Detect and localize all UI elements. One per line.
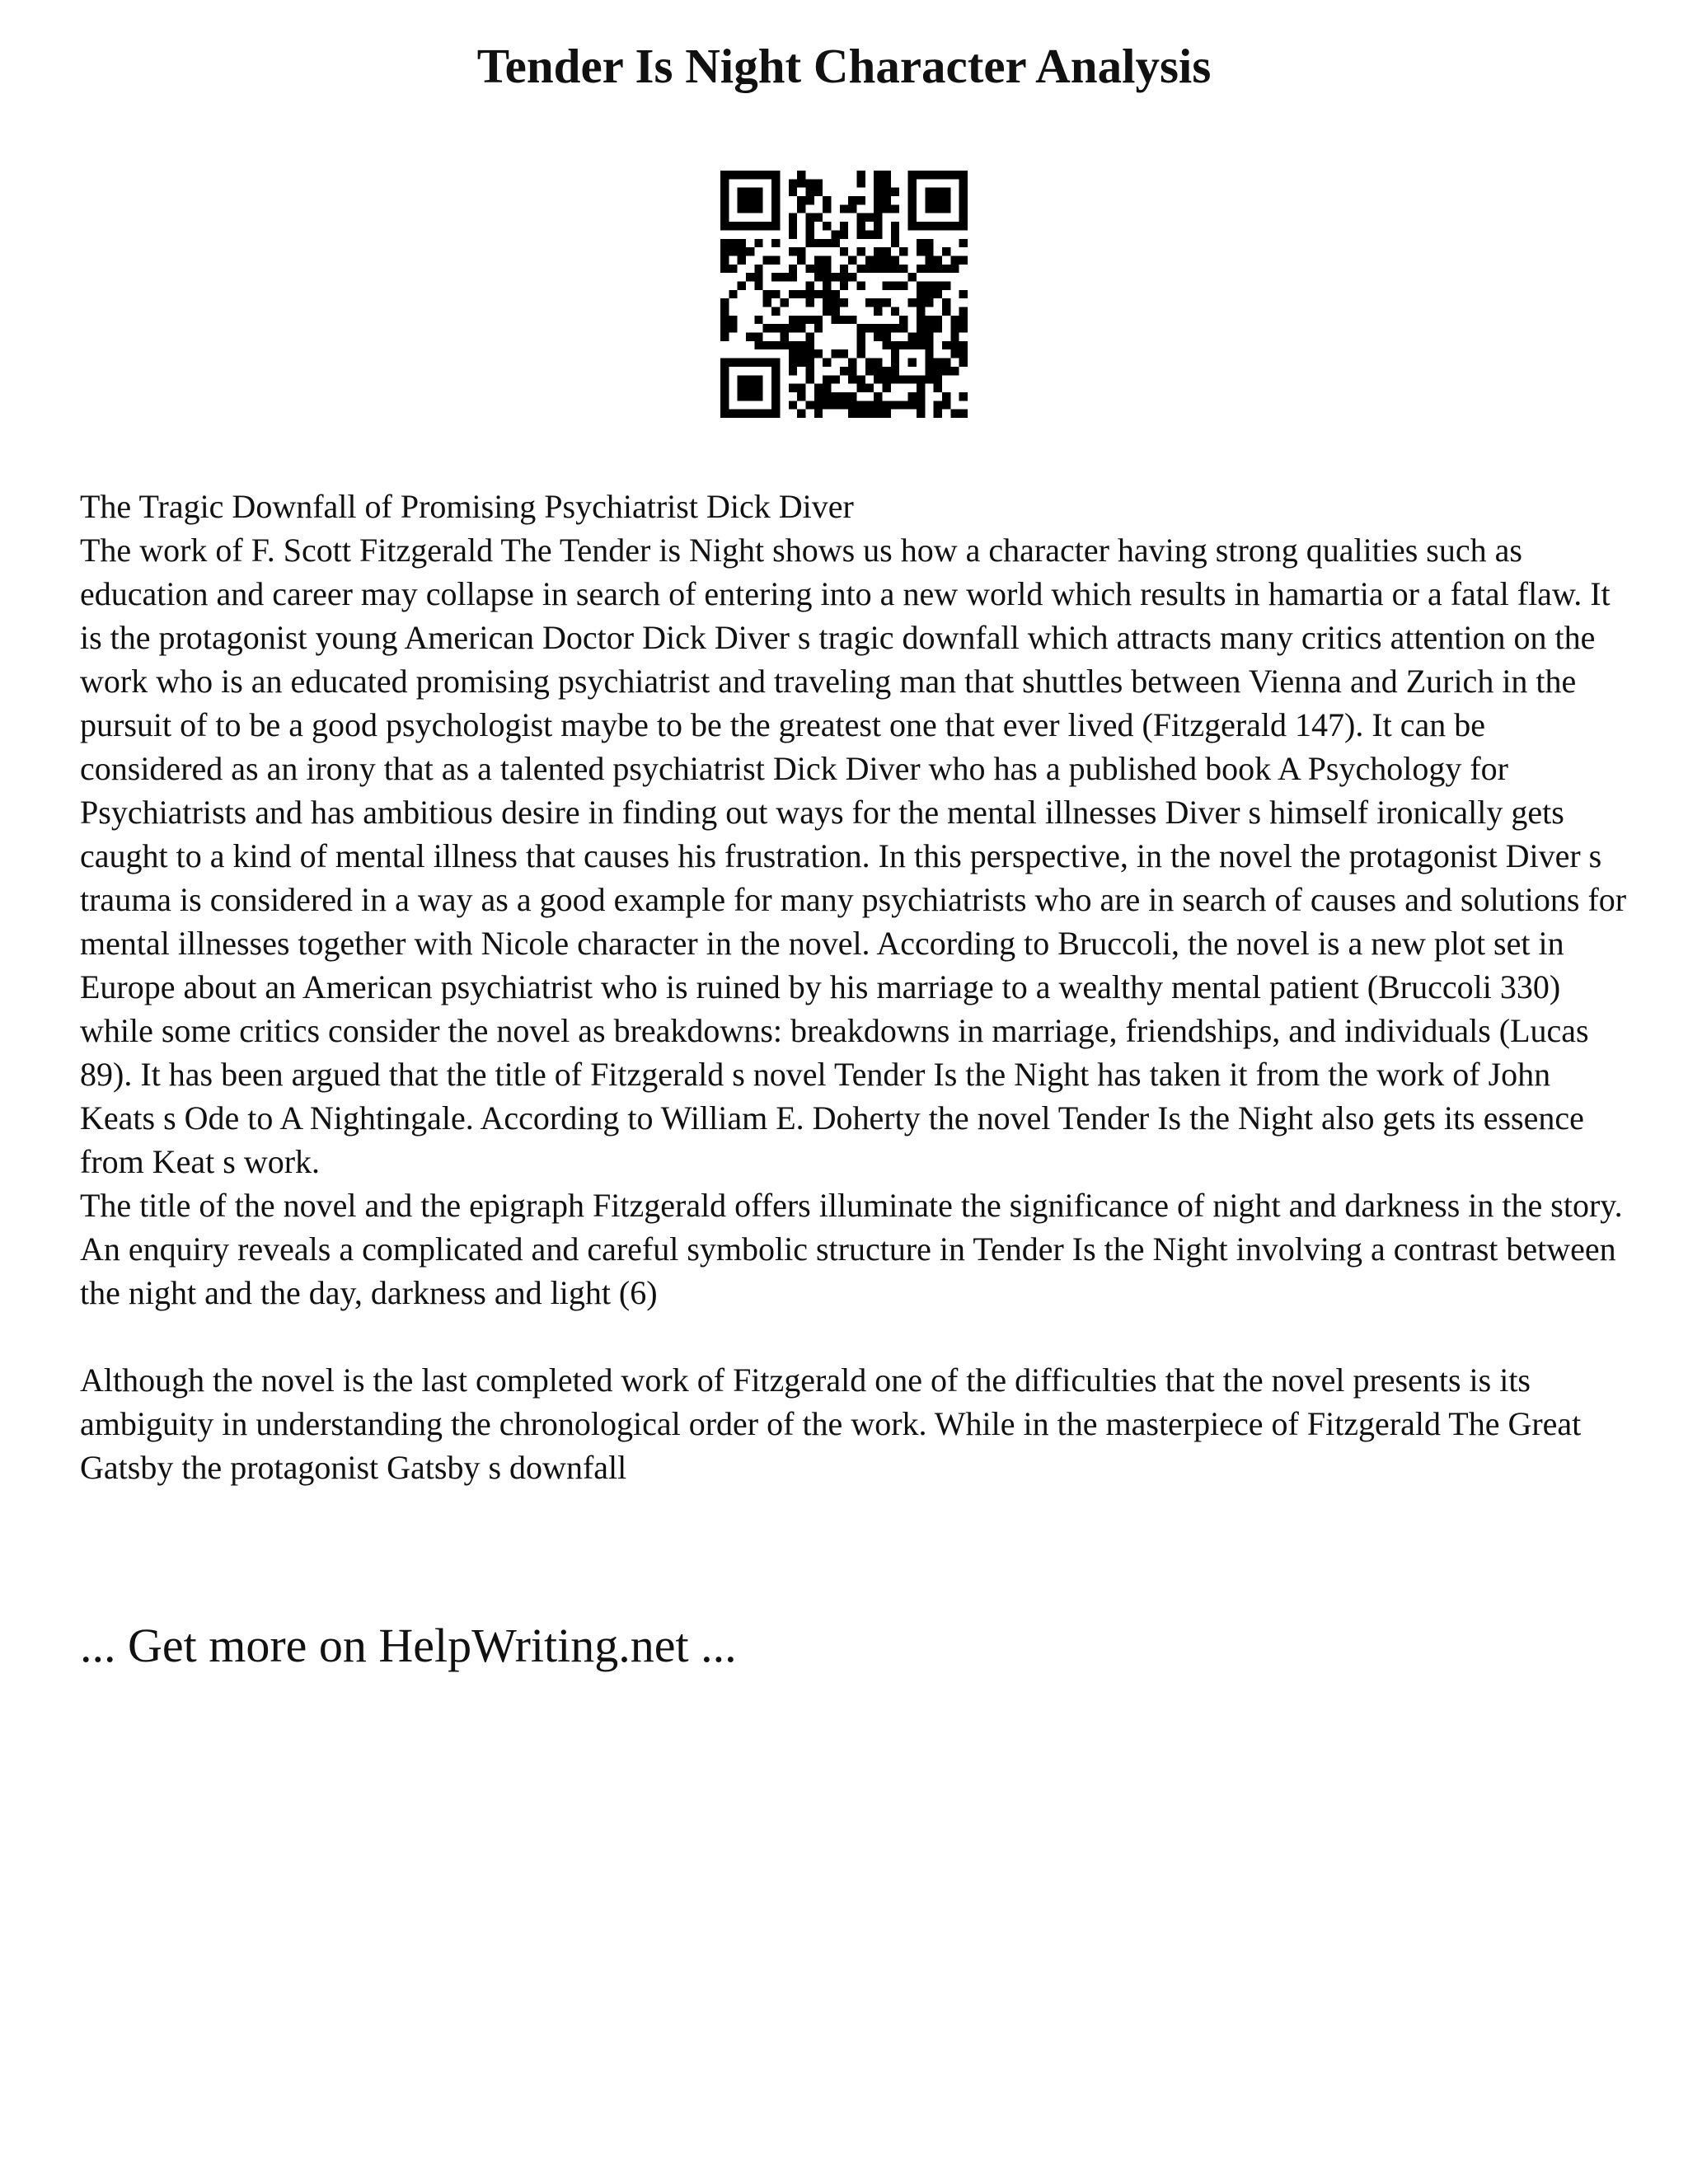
document-title: Tender Is Night Character Analysis bbox=[476, 39, 1212, 93]
body-paragraph-3: Although the novel is the last completed work of Fitzgerald one of the difficulties that the novel presents is its ambiguity in understanding the chronological order of the work. While in the masterpiece of Fitzgerald The Great Gatsby the protagonist Gatsby s downfall bbox=[80, 1361, 1582, 1486]
document-subtitle: The Tragic Downfall of Promising Psychiatrist Dick Diver bbox=[80, 488, 854, 525]
body-paragraph-2: The title of the novel and the epigraph Fitzgerald offers illuminate the significance of night and darkness in the story. An enquiry reveals a complicated and careful symbolic structure in Tender Is the Night involving a contrast between the night and the day, darkness and light (6) bbox=[80, 1187, 1623, 1311]
document-body bbox=[80, 485, 1629, 1489]
paragraph-gap bbox=[80, 1315, 1629, 1358]
qr-code-icon bbox=[720, 171, 968, 418]
body-paragraph-1: The work of F. Scott Fitzgerald The Tender is Night shows us how a character having strong qualities such as education and career may collapse in search of entering into a new world which results in hamartia or a fatal flaw. It is the protagonist young American Doctor Dick Diver s tragic downfall which attracts many critics attention on the work who is an educated promising psychiatrist and traveling man that shuttles between Vienna and Zurich in the pursuit of to be a good psychologist maybe to be the greatest one that ever lived (Fitzgerald 147). It can be considered as an irony that as a talented psychiatrist Dick Diver who has a published book A Psychology for Psychiatrists and has ambitious desire in finding out ways for the mental illnesses Diver s himself ironically gets caught to a kind of mental illness that causes his frustration. In this perspective, in the novel the protagonist Diver s trauma is considered in a way as a good example for many psychiatrists who are in search of causes and solutions for mental illnesses together with Nicole character in the novel. According to Bruccoli, the novel is a new plot set in Europe about an American psychiatrist who is ruined by his marriage to a wealthy mental patient (Bruccoli 330) while some critics consider the novel as breakdowns: breakdowns in marriage, friendships, and individuals (Lucas 89). It has been argued that the title of Fitzgerald s novel Tender Is the Night has taken it from the work of John Keats s Ode to A Nightingale. According to William E. Doherty the novel Tender Is the Night also gets its essence from Keat s work. bbox=[80, 532, 1627, 1180]
get-more-link[interactable]: ... Get more on HelpWriting.net ... bbox=[80, 1619, 737, 1672]
